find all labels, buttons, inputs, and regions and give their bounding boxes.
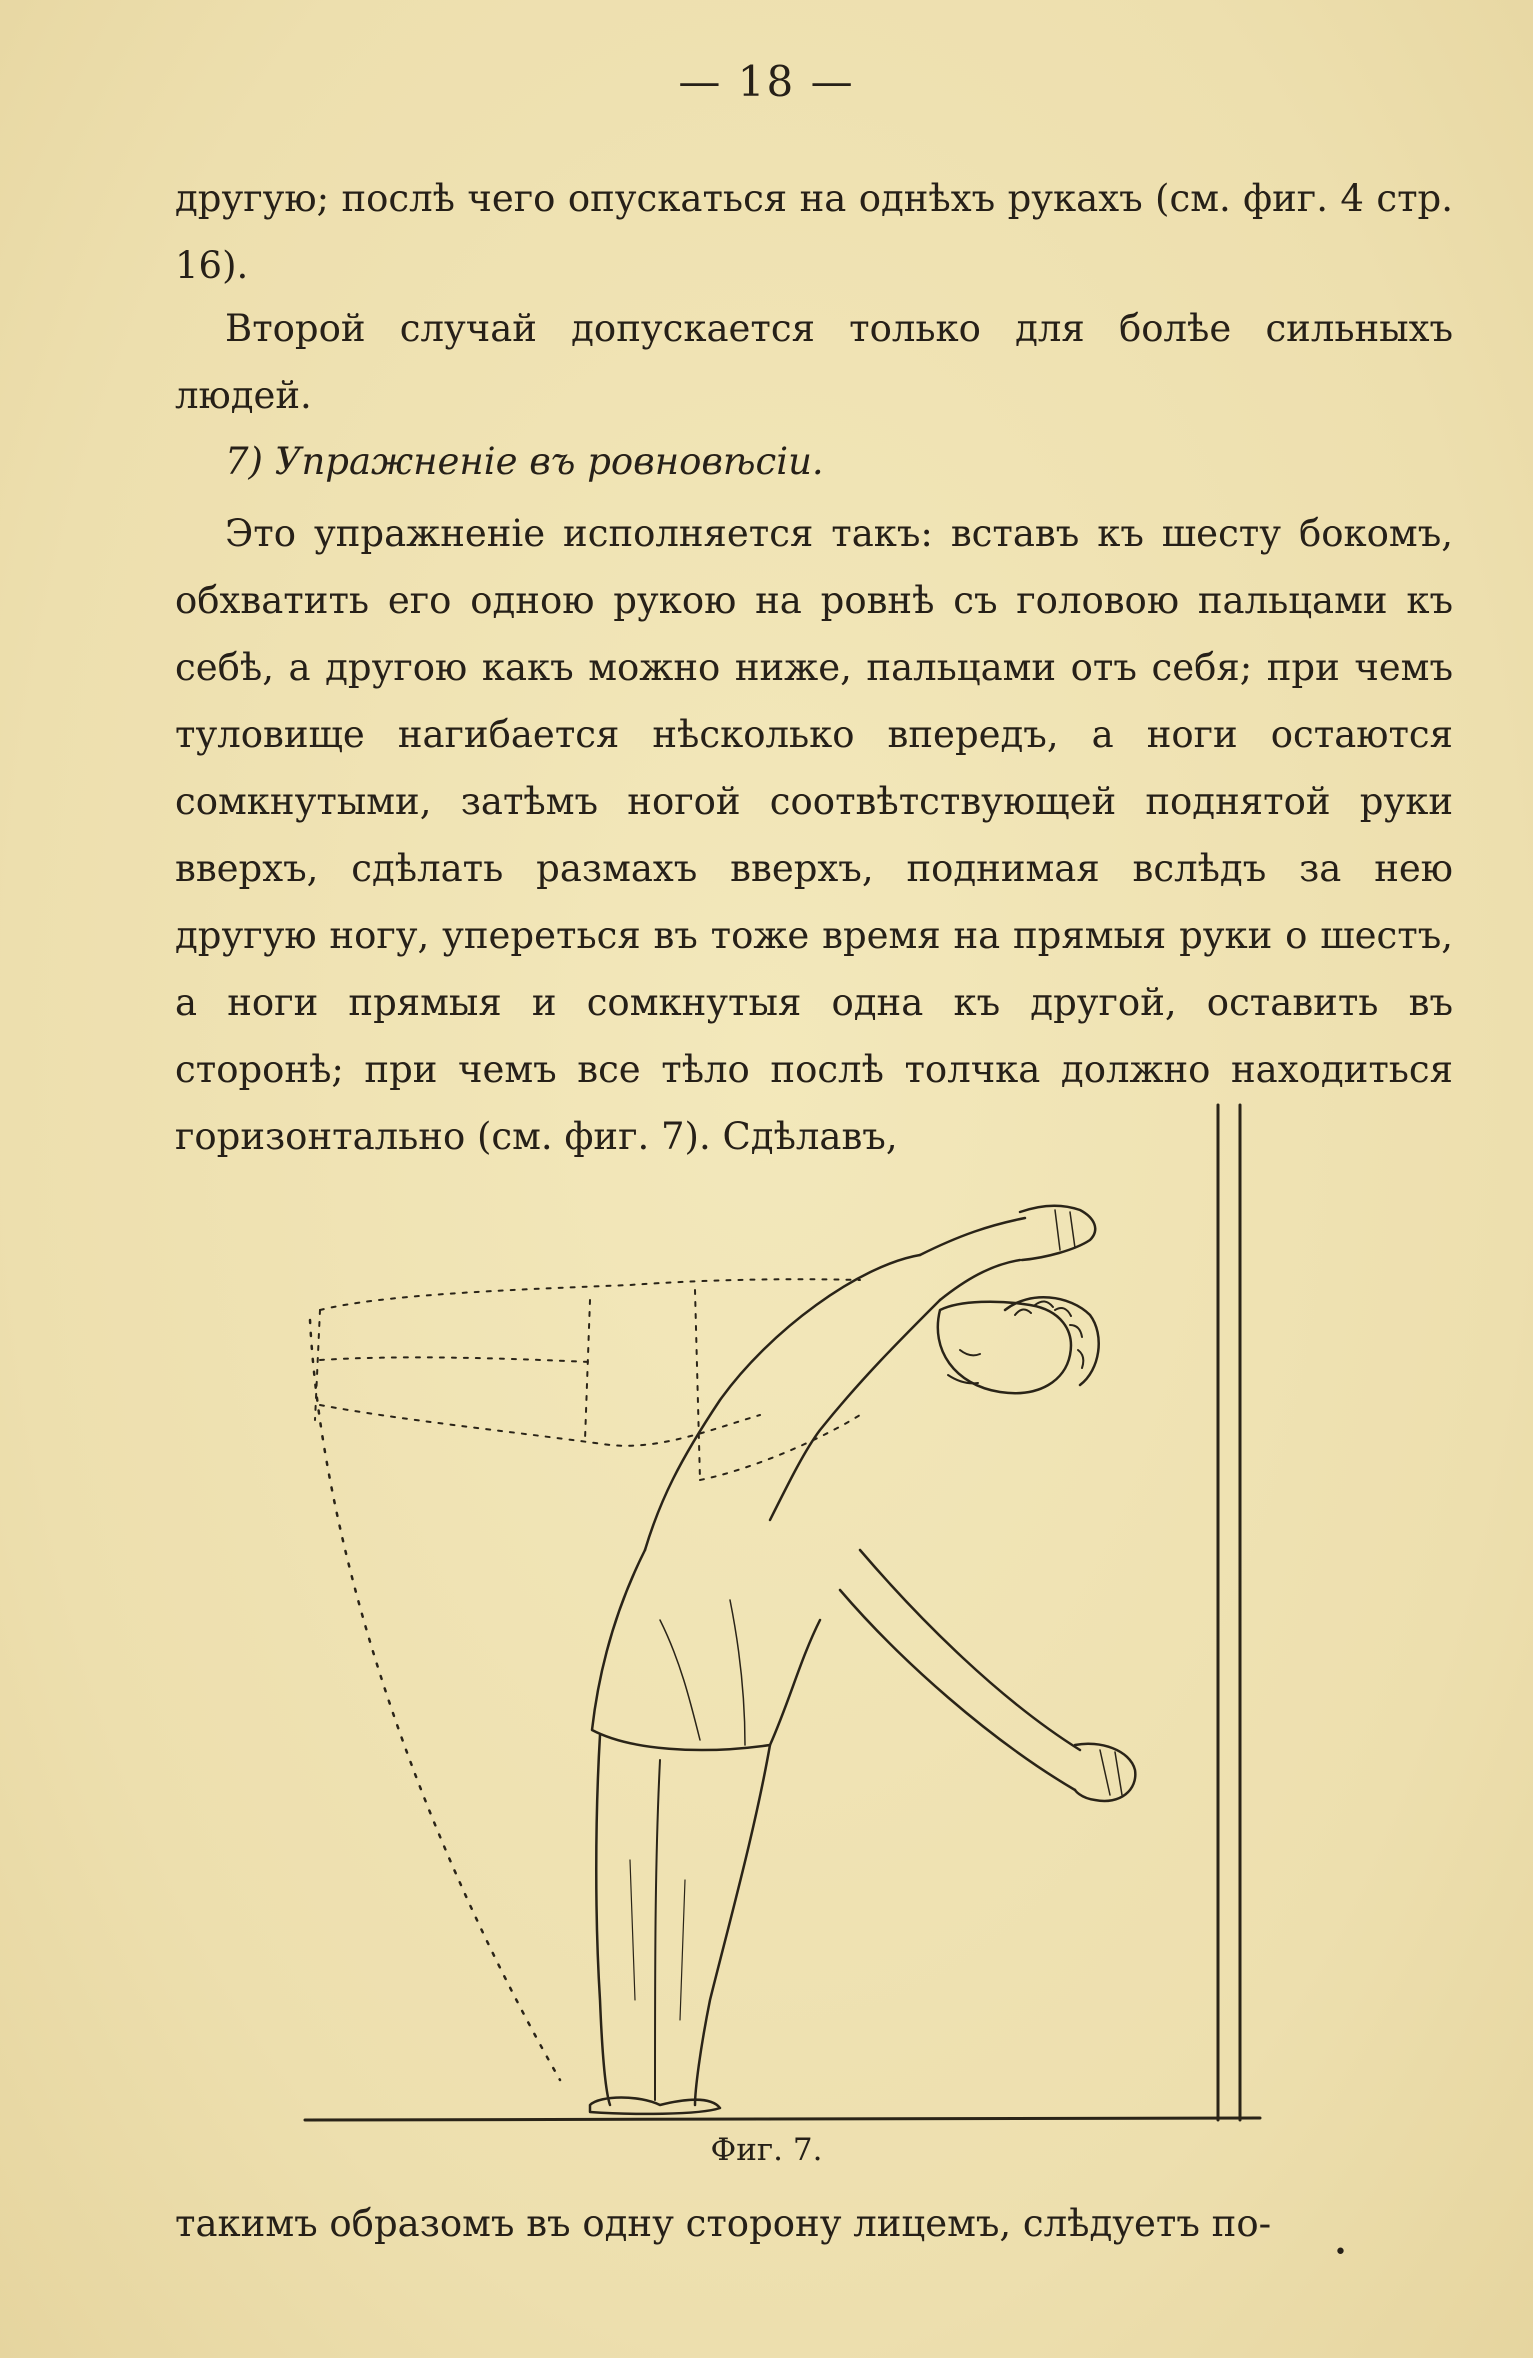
ghost-vertical-dotted	[585, 1290, 700, 1480]
lower-fingers	[1100, 1750, 1122, 1795]
tunic-skirt	[592, 1550, 820, 1750]
lower-arm-top	[860, 1550, 1080, 1750]
man-at-pole-illustration-svg	[300, 1100, 1300, 2130]
figure-7-illustration	[300, 1100, 1300, 2130]
figure-caption: Фиг. 7.	[710, 2132, 823, 2168]
paragraph-final-line	[175, 2190, 1453, 2257]
upper-fingers	[1055, 1210, 1075, 1250]
paragraph-text: такимъ образомъ въ одну сторону лицемъ, слѣдуетъ по-	[175, 2202, 1272, 2245]
lower-arm-bottom	[840, 1590, 1075, 1790]
paragraph-text: Второй случай допускается только для болѣе сильныхъ людей.	[175, 307, 1453, 417]
paragraph-text: Это упражненіе исполняется такъ: вставъ къ шесту бокомъ, обхватить его одною рукою на ровнѣ съ головою пальцами къ себѣ, а другою какъ можно ниже, пальцами отъ себя; при чемъ туловище нагибается нѣсколько впередъ, а ноги остаются сомкнутыми, затѣмъ ногой соотвѣтствующей поднятой руки вверхъ, сдѣлать размахъ вверхъ, поднимая вслѣдъ за нею другую ногу, упереться въ тоже время на прямыя руки о шестъ, а ноги прямыя и сомкнутыя одна къ другой, оставить въ сторонѣ; при чемъ все тѣло послѣ толчка должно находиться горизонтально (см. фиг. 7). Сдѣлавъ,	[175, 512, 1453, 1158]
tunic-folds	[660, 1600, 745, 1745]
leg-middle	[655, 1760, 660, 2100]
ground-line	[305, 2118, 1260, 2120]
ghost-body-top-dotted	[320, 1279, 860, 1310]
paragraph-text: другую; послѣ чего опускаться на однѣхъ рукахъ (см. фиг. 4 стр. 16).	[175, 177, 1453, 287]
face-eye	[960, 1350, 980, 1355]
ghost-feet-dotted	[315, 1310, 320, 1420]
leg-shading	[630, 1860, 685, 2020]
paragraph-continuation	[175, 165, 1453, 299]
ghost-arm-dotted	[700, 1415, 860, 1480]
paragraph-exercise-description	[175, 500, 1453, 1170]
chest-outline	[770, 1300, 940, 1520]
page-number: — 18 —	[678, 57, 855, 106]
paragraph-second-case	[175, 295, 1453, 429]
exercise-heading: 7) Упражненіе въ ровновѣсіи.	[225, 440, 824, 483]
back-outline	[645, 1255, 920, 1550]
leg-back	[596, 1735, 610, 2105]
stray-print-mark: •	[1334, 2240, 1347, 2265]
upper-arm-top	[920, 1218, 1025, 1255]
leg-front	[695, 1745, 770, 2105]
ghost-legs-dotted	[320, 1357, 590, 1362]
upper-arm-bottom	[940, 1260, 1020, 1300]
